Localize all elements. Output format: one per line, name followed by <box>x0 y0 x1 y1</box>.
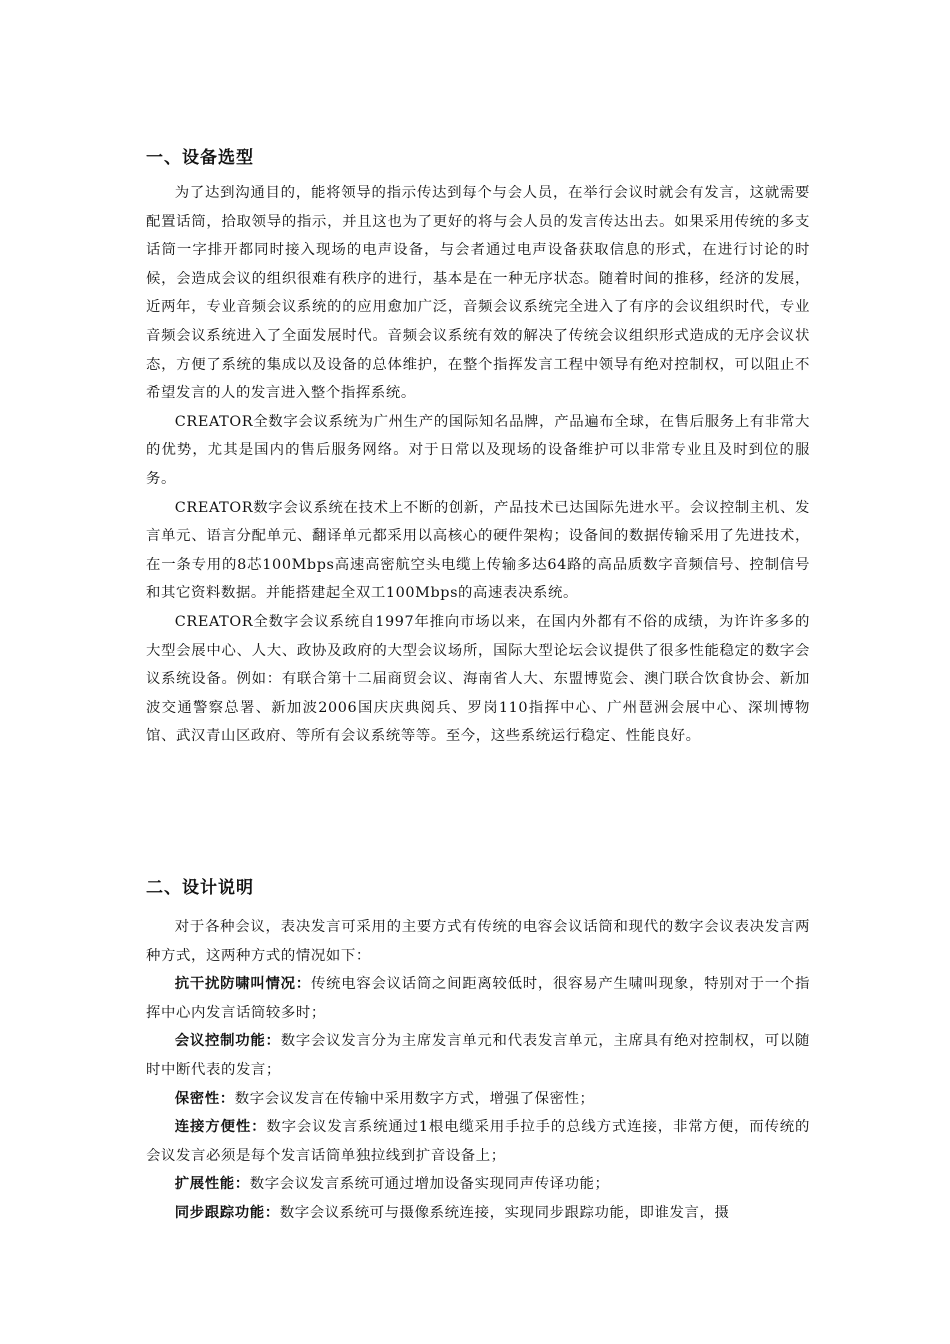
item-text: 传统电容会议话筒之间距离较低时，很容易产生啸叫现象，特别对于一个指挥中心内发言话筒较多时； <box>146 976 810 1021</box>
paragraph: CREATOR数字会议系统在技术上不断的创新，产品技术已达国际先进水平。会议控制主机、发言单元、语言分配单元、翻译单元都采用以高核心的硬件架构；设备间的数据传输采用了先进技术，在一条专用的8芯100Mbps高速高密航空头电缆上传输多达64路的高品质数字音频信号、控制信号和其它资料数据。并能搭建起全双工100Mbps的高速表决系统。 <box>146 499 810 602</box>
paragraph: 对于各种会议，表决发言可采用的主要方式有传统的电容会议话筒和现代的数字会议表决发言两种方式，这两种方式的情况如下： <box>146 919 810 964</box>
section-equipment-body <box>146 179 810 751</box>
item-label: 连接方便性： <box>174 1119 267 1136</box>
paragraph: CREATOR全数字会议系统为广州生产的国际知名品牌，产品遍布全球，在售后服务上有非常大的优势，尤其是国内的售后服务网络。对于日常以及现场的设备维护可以非常专业且及时到位的服务。 <box>146 413 810 487</box>
section-heading: 二、设计说明 <box>146 878 254 898</box>
section-design-description <box>146 876 810 900</box>
item-text: 数字会议发言在传输中采用数字方式，增强了保密性； <box>234 1090 595 1107</box>
item-text: 数字会议发言分为主席发言单元和代表发言单元，主席具有绝对控制权，可以随时中断代表的发言； <box>146 1033 810 1078</box>
item-label: 同步跟踪功能： <box>174 1204 280 1221</box>
list-item <box>146 970 810 1027</box>
paragraph: CREATOR全数字会议系统自1997年推向市场以来，在国内外都有不俗的成绩，为许许多多的大型会展中心、人大、政协及政府的大型会议场所，国际大型论坛会议提供了很多性能稳定的数字会议系统设备。例如：有联合第十二届商贸会议、海南省人大、东盟博览会、澳门联合饮食协会、新加波交通警察总署、新加波2006国庆庆典阅兵、罗岗110指挥中心、广州琶洲会展中心、深圳博物馆、武汉青山区政府、等所有会议系统等等。至今，这些系统运行稳定、性能良好。 <box>146 613 810 745</box>
item-label: 扩展性能： <box>174 1176 250 1193</box>
section-design-body <box>146 913 810 1228</box>
list-item <box>146 1113 810 1170</box>
list-item <box>146 1085 810 1114</box>
paragraph: 为了达到沟通目的，能将领导的指示传达到每个与会人员，在举行会议时就会有发言，这就需要配置话筒，拾取领导的指示，并且这也为了更好的将与会人员的发言传达出去。如果采用传统的多支话筒一字排开都同时接入现场的电声设备，与会者通过电声设备获取信息的形式，在进行讨论的时候，会造成会议的组织很难有秩序的进行，基本是在一种无序状态。随着时间的推移，经济的发展，近两年，专业音频会议系统的的应用愈加广泛，音频会议系统完全进入了有序的会议组织时代，专业音频会议系统进入了全面发展时代。音频会议系统有效的解决了传统会议组织形式造成的无序会议状态，方便了系统的集成以及设备的总体维护，在整个指挥发言工程中领导有绝对控制权，可以阻止不希望发言的人的发言进入整个指挥系统。 <box>146 185 810 402</box>
item-label: 保密性： <box>174 1090 235 1107</box>
item-label: 抗干扰防啸叫情况： <box>174 976 311 993</box>
item-label: 会议控制功能： <box>174 1033 281 1050</box>
list-item <box>146 1199 810 1228</box>
section-heading: 一、设备选型 <box>146 148 254 168</box>
item-text: 数字会议发言系统通过1根电缆采用手拉手的总线方式连接，非常方便，而传统的会议发言必须是每个发言话筒单独拉线到扩音设备上； <box>146 1119 810 1164</box>
item-text: 数字会议发言系统可通过增加设备实现同声传译功能； <box>249 1176 610 1193</box>
item-text: 数字会议系统可与摄像系统连接，实现同步跟踪功能，即谁发言，摄 <box>279 1204 730 1221</box>
list-item <box>146 1027 810 1084</box>
list-item <box>146 1170 810 1199</box>
section-equipment-selection <box>146 146 810 170</box>
